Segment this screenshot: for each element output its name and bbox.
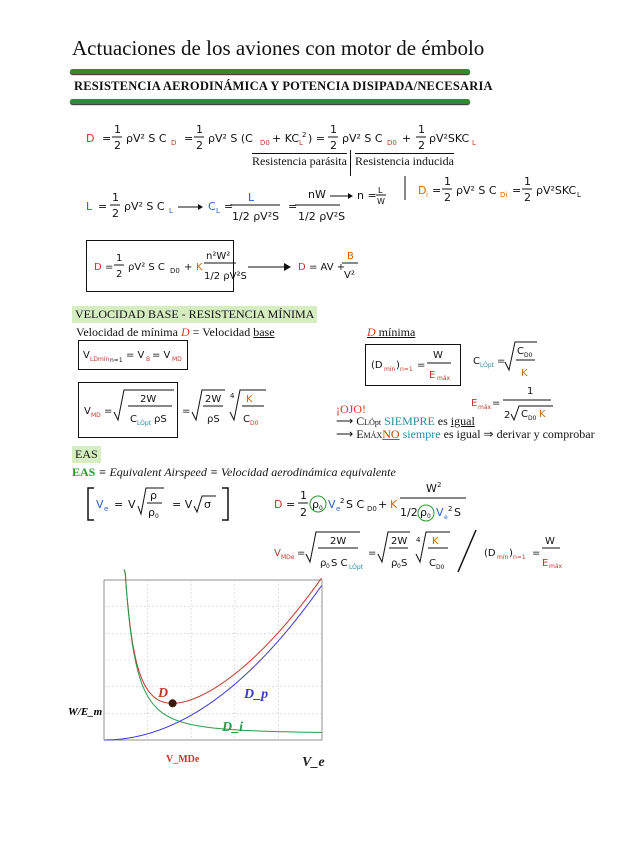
svg-text:0: 0 xyxy=(427,513,431,520)
svg-text:K: K xyxy=(521,368,528,379)
svg-text:= AV +: = AV + xyxy=(309,262,346,273)
svg-text:LÓpt: LÓpt xyxy=(349,564,364,571)
title-divider-bottom xyxy=(70,99,470,104)
text-part: Velocidad de mínima xyxy=(76,325,181,339)
drag-eas-equation xyxy=(270,478,470,528)
svg-text:2W: 2W xyxy=(330,536,347,547)
svg-text:MDe: MDe xyxy=(281,554,295,561)
vmd-equation xyxy=(80,342,186,366)
svg-text:E: E xyxy=(429,370,436,381)
text-part: MÁX xyxy=(363,431,383,440)
svg-text:= V: = V xyxy=(152,350,171,361)
svg-text:ρ: ρ xyxy=(391,558,398,569)
series-label-d: D xyxy=(158,686,169,701)
svg-text:ρV² S (C: ρV² S (C xyxy=(208,132,253,145)
svg-text:W: W xyxy=(545,536,555,547)
svg-text:= V: = V xyxy=(126,350,145,361)
svg-text:ρ: ρ xyxy=(420,506,427,519)
svg-text:0: 0 xyxy=(397,563,401,570)
text-part: es xyxy=(434,414,451,428)
svg-text:) =: ) = xyxy=(308,132,326,145)
svg-text:ρ: ρ xyxy=(320,558,327,569)
label-separator xyxy=(350,150,351,176)
svg-text:S C: S C xyxy=(331,558,348,569)
svg-text:1: 1 xyxy=(116,253,123,264)
text-part: = Velocidad xyxy=(189,325,254,339)
svg-text:D0: D0 xyxy=(528,415,537,422)
svg-text:=: = xyxy=(432,184,442,197)
svg-text:ρV² S C: ρV² S C xyxy=(456,184,497,197)
text-part: NO xyxy=(382,427,400,441)
svg-text:C: C xyxy=(130,414,137,425)
svg-text:B: B xyxy=(146,356,151,363)
svg-text:máx: máx xyxy=(549,563,563,570)
svg-text:W: W xyxy=(426,482,437,495)
svg-text:2: 2 xyxy=(116,269,123,280)
svg-text:=: = xyxy=(532,548,541,559)
svg-text:C: C xyxy=(521,409,528,420)
text-part: ⟶ C xyxy=(336,414,365,428)
drag-curve-chart xyxy=(66,574,356,774)
min-drag-heading xyxy=(367,325,415,340)
svg-text:0: 0 xyxy=(319,505,323,512)
section-heading-eas: EAS xyxy=(72,446,101,463)
lift-equation xyxy=(80,175,581,230)
svg-text:=: = xyxy=(104,406,113,417)
svg-text:K: K xyxy=(539,409,546,420)
x-tick-label-vmde: V_MDe xyxy=(166,754,200,765)
svg-text:1/2 ρV²S: 1/2 ρV²S xyxy=(298,210,346,223)
svg-text:n=1: n=1 xyxy=(400,366,413,373)
svg-text:n=1: n=1 xyxy=(513,554,526,561)
text-part: igual xyxy=(450,414,475,428)
svg-text:ρ: ρ xyxy=(312,498,319,511)
svg-text:V: V xyxy=(274,548,281,559)
svg-text:1: 1 xyxy=(418,123,425,136)
svg-text:n²W²: n²W² xyxy=(206,251,231,262)
svg-text:V: V xyxy=(128,498,136,511)
ve-equation xyxy=(84,484,244,524)
svg-text:máx: máx xyxy=(478,404,492,411)
svg-text:C: C xyxy=(243,414,250,425)
svg-text:W: W xyxy=(433,350,443,361)
svg-text:+: + xyxy=(378,498,388,511)
x-axis-label: V_e xyxy=(302,755,325,770)
svg-text:K: K xyxy=(432,536,439,547)
svg-text:=: = xyxy=(297,548,306,559)
svg-text:e: e xyxy=(336,505,341,513)
text-part: es igual ⇒ derivar y comprobar xyxy=(440,427,595,441)
svg-text:1: 1 xyxy=(330,123,337,136)
label-induced-drag: Resistencia inducida xyxy=(355,154,454,168)
text-part: siempre xyxy=(399,427,441,441)
svg-text:mín: mín xyxy=(384,366,396,373)
svg-text:ρV² S C: ρV² S C xyxy=(124,200,165,213)
svg-text:=: = xyxy=(417,360,426,371)
svg-text:=: = xyxy=(184,132,194,145)
svg-text:C: C xyxy=(429,558,436,569)
drag-simplified-equation xyxy=(88,242,368,290)
section-heading-resistance: RESISTENCIA AERODINÁMICA Y POTENCIA DISIPADA/NECESARIA xyxy=(74,79,493,93)
warning-heading: ¡OJO! xyxy=(336,402,366,416)
svg-text:= V: = V xyxy=(172,498,193,511)
svg-text:2: 2 xyxy=(444,191,451,204)
text-part: base xyxy=(253,325,275,339)
svg-text:+: + xyxy=(184,262,193,273)
svg-text:4: 4 xyxy=(416,536,421,544)
min-drag-point xyxy=(169,699,177,707)
text-part: LÓpt xyxy=(364,418,382,427)
svg-text:D0: D0 xyxy=(387,139,397,147)
text-part: ⟶ E xyxy=(336,427,364,441)
svg-text:2: 2 xyxy=(300,506,307,519)
y-axis-label: W/E_m xyxy=(68,706,103,718)
svg-text:K: K xyxy=(196,262,203,273)
svg-text:=: = xyxy=(224,200,234,213)
svg-text:σ: σ xyxy=(204,498,211,511)
svg-text:+ KC: + KC xyxy=(272,132,300,145)
svg-text:ρ: ρ xyxy=(148,506,155,519)
svg-text:C: C xyxy=(473,356,480,367)
svg-text:=: = xyxy=(497,356,506,367)
svg-text:ρS: ρS xyxy=(207,414,220,425)
min-drag-speed-text xyxy=(76,325,275,340)
drag-equation xyxy=(80,118,476,158)
svg-text:2: 2 xyxy=(302,131,307,139)
svg-text:E: E xyxy=(471,398,478,409)
svg-text:L: L xyxy=(378,186,383,195)
svg-text:): ) xyxy=(396,360,400,371)
svg-text:ρS: ρS xyxy=(154,414,167,425)
svg-text:1/2: 1/2 xyxy=(400,506,418,519)
svg-text:C: C xyxy=(208,200,216,213)
text-part: EAS xyxy=(72,465,96,479)
svg-text:MD: MD xyxy=(172,356,182,363)
text-part: D xyxy=(180,325,190,339)
svg-text:2: 2 xyxy=(112,207,119,220)
svg-text:i: i xyxy=(426,191,428,199)
svg-text:2: 2 xyxy=(448,505,453,513)
svg-text:=: = xyxy=(182,406,191,417)
svg-text:2W: 2W xyxy=(140,394,157,405)
svg-text:ρV² S C: ρV² S C xyxy=(342,132,383,145)
svg-text:4: 4 xyxy=(230,392,235,400)
svg-text:V: V xyxy=(83,350,90,361)
svg-text:V: V xyxy=(84,406,91,417)
svg-text:D: D xyxy=(94,262,102,273)
svg-text:1/2 ρV²S: 1/2 ρV²S xyxy=(204,271,247,282)
svg-text:=: = xyxy=(102,132,112,145)
svg-text:B: B xyxy=(347,251,354,262)
svg-text:ρ: ρ xyxy=(150,489,157,502)
title-divider-top xyxy=(70,69,470,74)
vmd-formula xyxy=(80,384,280,436)
svg-text:1: 1 xyxy=(444,175,451,188)
svg-text:=: = xyxy=(288,200,298,213)
svg-text:e: e xyxy=(104,505,109,513)
svg-text:1: 1 xyxy=(524,175,531,188)
svg-text:2: 2 xyxy=(504,410,511,421)
svg-text:ρV² S C: ρV² S C xyxy=(126,132,167,145)
svg-text:2: 2 xyxy=(524,191,531,204)
svg-text:1: 1 xyxy=(527,386,534,397)
svg-text:D: D xyxy=(274,498,283,511)
svg-text:1: 1 xyxy=(300,489,307,502)
svg-text:2: 2 xyxy=(418,139,425,152)
svg-text:2: 2 xyxy=(340,497,345,505)
label-parasite-drag: Resistencia parásita xyxy=(252,154,347,168)
svg-text:2W: 2W xyxy=(205,394,222,405)
svg-text:LÓpt: LÓpt xyxy=(480,362,495,369)
svg-text:D0: D0 xyxy=(260,139,270,147)
svg-text:mín: mín xyxy=(497,554,509,561)
svg-text:1: 1 xyxy=(114,123,121,136)
svg-text:1: 1 xyxy=(112,191,119,204)
svg-text:D: D xyxy=(298,262,306,273)
svg-text:=: = xyxy=(492,398,501,409)
svg-text:n =: n = xyxy=(357,189,377,202)
svg-text:L: L xyxy=(577,191,581,199)
svg-text:V: V xyxy=(436,506,444,519)
svg-text:=: = xyxy=(368,548,377,559)
svg-text:S: S xyxy=(401,558,408,569)
svg-text:e: e xyxy=(444,514,448,521)
svg-text:(D: (D xyxy=(484,548,496,559)
svg-text:1: 1 xyxy=(196,123,203,136)
svg-text:L: L xyxy=(472,139,476,147)
svg-text:E: E xyxy=(542,558,549,569)
svg-text:C: C xyxy=(517,346,524,357)
svg-text:+: + xyxy=(402,132,412,145)
svg-text:D: D xyxy=(171,139,177,147)
svg-text:máx: máx xyxy=(437,375,451,382)
svg-text:=: = xyxy=(286,498,296,511)
svg-text:D0: D0 xyxy=(170,267,180,275)
series-label-dp: D_p xyxy=(244,687,269,702)
svg-text:D0: D0 xyxy=(524,352,533,359)
svg-text:=: = xyxy=(512,184,522,197)
svg-text:L: L xyxy=(216,207,220,215)
series-label-di: D_i xyxy=(222,720,243,735)
svg-text:L: L xyxy=(299,139,303,147)
svg-text:D0: D0 xyxy=(436,564,445,571)
vmde-equation xyxy=(270,528,570,576)
svg-text:2: 2 xyxy=(437,481,442,489)
svg-text:V: V xyxy=(96,498,104,511)
svg-text:Di: Di xyxy=(500,191,508,199)
warning-line-2 xyxy=(336,427,595,442)
svg-text:K: K xyxy=(390,498,398,511)
svg-text:LÓpt: LÓpt xyxy=(137,420,152,427)
svg-text:L: L xyxy=(248,191,255,204)
svg-text:0: 0 xyxy=(326,563,330,570)
svg-text:S: S xyxy=(454,506,461,519)
svg-text:1/2 ρV²S: 1/2 ρV²S xyxy=(232,210,280,223)
svg-text:ρV² S C: ρV² S C xyxy=(128,262,165,273)
svg-text:nW: nW xyxy=(308,188,326,201)
svg-text:D: D xyxy=(86,132,95,145)
text-part: SIEMPRE xyxy=(381,414,435,428)
page-title: Actuaciones de los aviones con motor de émbolo xyxy=(72,36,485,60)
svg-text:LDmín: LDmín xyxy=(90,356,110,363)
svg-text:): ) xyxy=(509,548,513,559)
svg-text:S C: S C xyxy=(346,498,365,511)
svg-text:V²: V² xyxy=(344,270,355,281)
svg-text:ρV²SKC: ρV²SKC xyxy=(536,184,577,197)
text-part: mínima xyxy=(375,325,416,339)
section-heading-base-speed: VELOCIDAD BASE - RESISTENCIA MÍNIMA xyxy=(72,306,317,323)
svg-text:=: = xyxy=(105,262,114,273)
svg-text:2: 2 xyxy=(114,139,121,152)
text-part: ≡ Equivalent Airspeed ≡ Velocidad aerodinámica equivalente xyxy=(95,465,396,479)
svg-text:0: 0 xyxy=(155,513,159,520)
svg-text:V: V xyxy=(328,498,336,511)
svg-text:(D: (D xyxy=(371,360,383,371)
svg-text:=: = xyxy=(98,200,108,213)
svg-text:ρV²SKC: ρV²SKC xyxy=(429,132,470,145)
svg-text:L: L xyxy=(86,200,93,213)
svg-text:W: W xyxy=(377,197,385,206)
svg-text:2: 2 xyxy=(196,139,203,152)
svg-text:D: D xyxy=(418,184,427,197)
svg-text:D0: D0 xyxy=(367,505,377,513)
svg-text:=: = xyxy=(114,498,124,511)
svg-text:n=1: n=1 xyxy=(110,357,123,364)
svg-text:2: 2 xyxy=(330,139,337,152)
svg-text:D0: D0 xyxy=(250,420,259,427)
svg-text:K: K xyxy=(246,394,253,405)
text-part: D xyxy=(367,325,376,339)
svg-text:MD: MD xyxy=(91,412,101,419)
svg-text:2W: 2W xyxy=(391,536,408,547)
svg-text:L: L xyxy=(169,207,173,215)
